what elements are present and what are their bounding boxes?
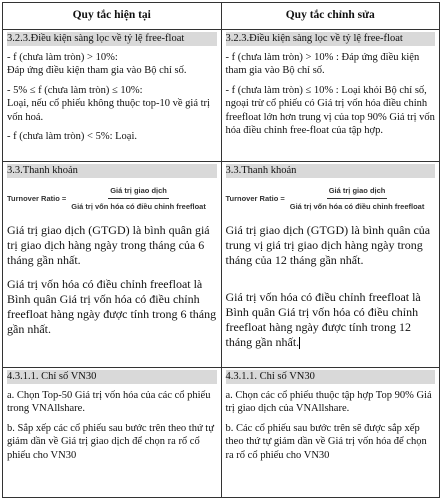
formula-numerator: Giá trị giao dịch	[327, 184, 388, 200]
cell-vn30-current	[3, 368, 222, 498]
section-title: 3.3.Thanh khoản	[7, 164, 217, 178]
row-vn30	[3, 368, 440, 498]
paragraph: a. Chọn các cổ phiếu thuộc tập hợp Top 90% Giá trị giao dịch của VNAllshare.	[225, 389, 432, 414]
paragraph: - f (chưa làm tròn) > 10% : Đáp ứng điều kiện tham gia vào Bộ chỉ số.	[225, 51, 420, 76]
paragraph: - 5% ≤ f (chưa làm tròn) ≤ 10%: Loại, nếu cổ phiếu không thuộc top-10 về giá trị vốn hoá.	[7, 84, 210, 123]
formula-numerator: Giá trị giao dịch	[108, 184, 169, 200]
section-title: 4.3.1.1. Chỉ số VN30	[7, 370, 217, 384]
turnover-ratio-formula	[226, 184, 436, 214]
section-title: 3.3.Thanh khoản	[226, 164, 436, 178]
formula-denominator: Giá trị vốn hóa có điều chỉnh freefloat	[289, 202, 425, 211]
section-title: 3.2.3.Điều kiện sàng lọc về tỷ lệ free-float	[7, 32, 217, 46]
formula-denominator: Giá trị vốn hóa có điều chỉnh freefloat	[71, 202, 206, 211]
cell-liquidity-revised	[221, 162, 440, 368]
paragraph: - f (chưa làm tròn) ≤ 10% : Loại khỏi Bộ chỉ số, ngoại trừ cổ phiếu có Giá trị vốn hóa điều chỉnh freefloat lớn hơn trung vị của top 90% Giá trị vốn hóa điều chỉnh free-float của tập hợp.	[225, 84, 435, 136]
section-title: 4.3.1.1. Chỉ số VN30	[226, 370, 436, 384]
paragraph: Giá trị vốn hóa có điều chỉnh freefloat là Bình quân Giá trị vốn hóa có điều chỉnh freefloat hàng ngày được tính trong 12 tháng gần nhất.	[225, 289, 421, 349]
formula-label: Turnover Ratio =	[225, 193, 285, 203]
cell-vn30-revised	[221, 368, 440, 498]
header-revised: Quy tắc chỉnh sửa	[221, 3, 440, 30]
paragraph: - f (chưa làm tròn) > 10%: Đáp ứng điều kiện tham gia vào Bộ chỉ số.	[7, 51, 187, 76]
paragraph: Giá trị giao dịch (GTGD) là bình quân của trung vị giá trị giao dịch hàng ngày trong tháng của 12 tháng gần nhất.	[225, 222, 431, 267]
row-freefloat	[3, 30, 440, 162]
header-row	[3, 3, 440, 30]
turnover-ratio-formula	[7, 184, 217, 214]
paragraph: b. Sắp xếp các cổ phiếu sau bước trên theo thứ tự giảm dần về Giá trị giao dịch để chọn ra rổ cổ phiếu cho VN30	[7, 422, 214, 461]
paragraph: a. Chọn Top-50 Giá trị vốn hóa của các cổ phiếu trong VNAllshare.	[7, 389, 211, 414]
paragraph: b. Các cổ phiếu sau bước trên sẽ được sắp xếp theo thứ tự giảm dần về Giá trị vốn hóa để chọn ra rổ cổ phiếu cho VN30	[225, 422, 427, 461]
rules-comparison-table	[2, 2, 440, 498]
cell-liquidity-current	[3, 162, 222, 368]
section-title: 3.2.3.Điều kiện sàng lọc về tỷ lệ free-float	[226, 32, 436, 46]
cell-freefloat-current	[3, 30, 222, 162]
header-current: Quy tắc hiện tại	[3, 3, 222, 30]
formula-label: Turnover Ratio =	[7, 193, 67, 203]
paragraph: Giá trị giao dịch (GTGD) là bình quân giá trị giao dịch hàng ngày trong tháng của 6 tháng gần nhất.	[7, 222, 210, 267]
text-cursor	[299, 337, 300, 349]
cell-freefloat-revised	[221, 30, 440, 162]
paragraph: Giá trị vốn hóa có điều chỉnh freefloat là Bình quân Giá trị vốn hóa có điều chỉnh freefloat hàng ngày được tính trong 6 tháng gần nhất.	[7, 276, 217, 336]
paragraph: - f (chưa làm tròn) < 5%: Loại.	[7, 131, 137, 142]
row-liquidity	[3, 162, 440, 368]
